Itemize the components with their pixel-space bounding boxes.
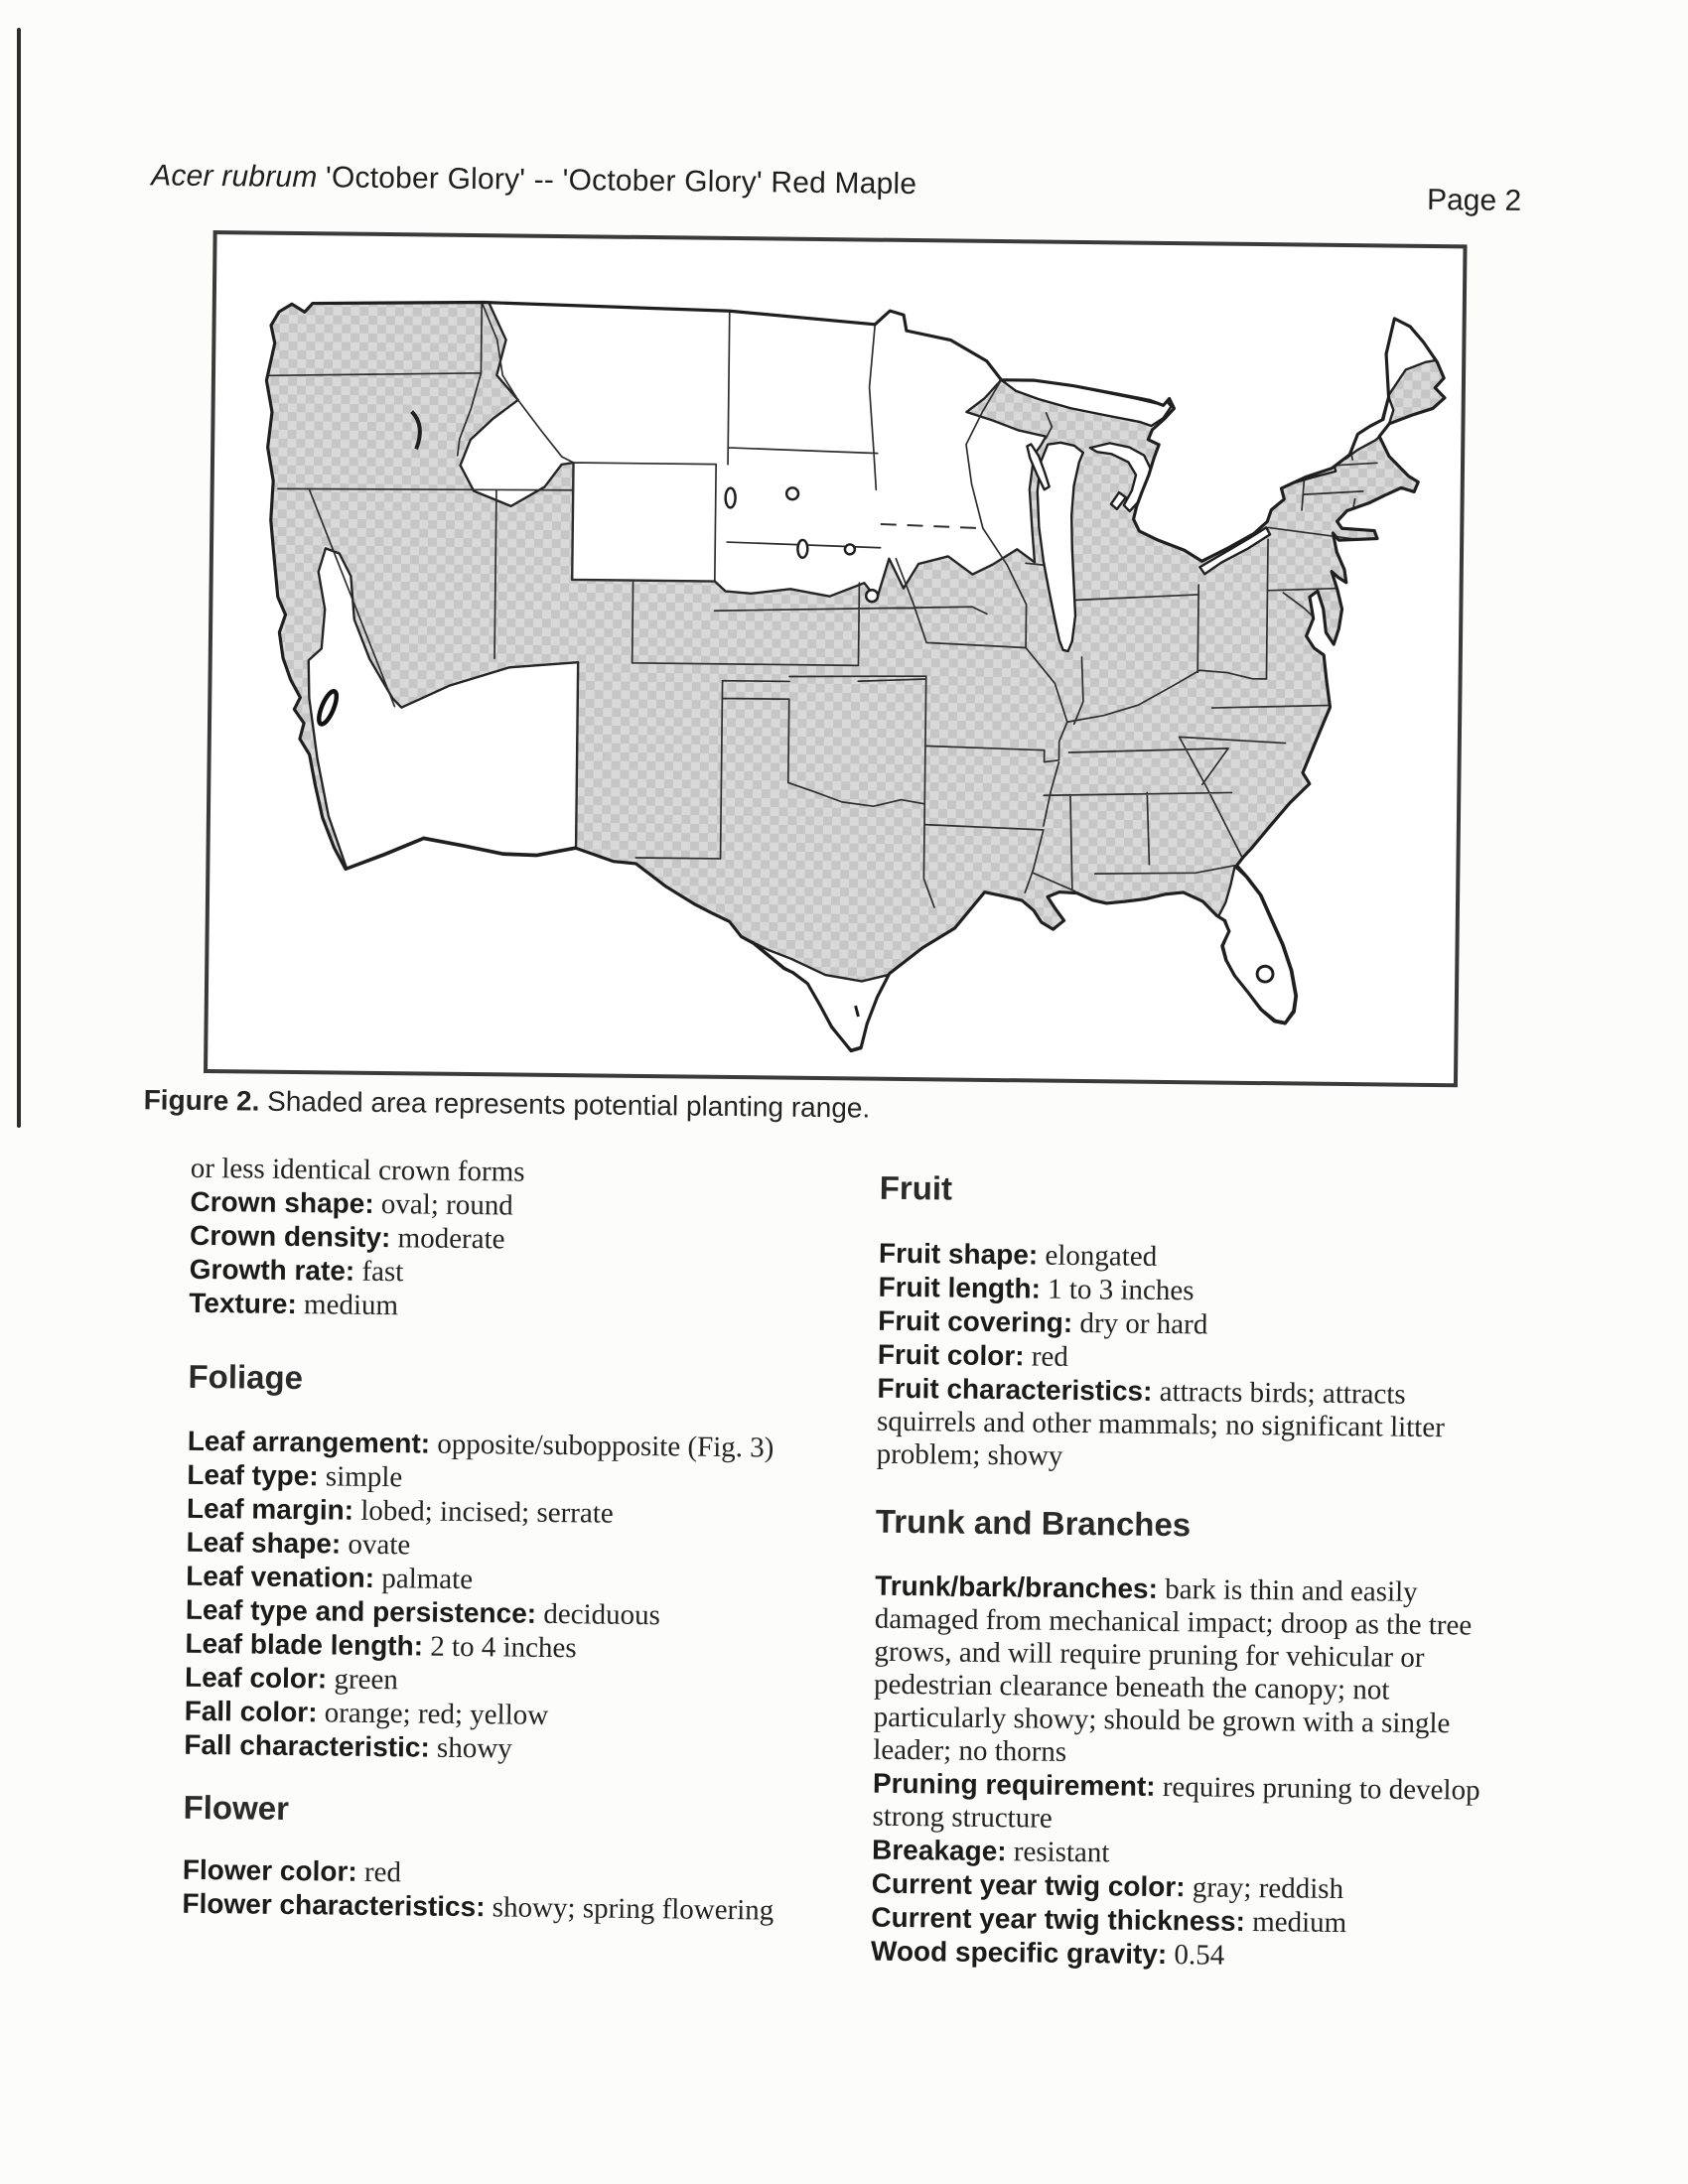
attribute-row [182,1887,877,1929]
attribute-value: ovate [341,1528,411,1562]
attribute-value: palmate [373,1562,474,1596]
trunk-branches-block [871,1570,1503,1976]
attribute-label: Leaf venation: [186,1560,375,1593]
attribute-label: Leaf color: [184,1661,328,1695]
attribute-value: oval; round [373,1187,513,1222]
attribute-label: Breakage: [871,1834,1007,1867]
attribute-label: Fall characteristic: [184,1728,430,1763]
attribute-label: Trunk/bark/branches: [875,1570,1159,1604]
attribute-value: deciduous [535,1597,661,1632]
species-name: Acer rubrum [151,159,318,195]
attribute-value: attracts birds; attracts squirrels and other mammals; no significant litter problem; showy [876,1375,1453,1472]
attribute-value: red [1024,1340,1069,1373]
document-title [151,159,916,202]
attribute-value: green [327,1663,399,1697]
attribute-value: orange; red; yellow [317,1697,549,1731]
cultivar-title: 'October Glory' -- 'October Glory' Red Maple [317,161,917,202]
attribute-value: simple [318,1460,403,1494]
attribute-value: showy [429,1731,512,1765]
attribute-label: Pruning requirement: [872,1767,1156,1802]
left-column-crown-block [189,1153,886,1328]
attribute-label: Fruit color: [877,1338,1025,1372]
attribute-label: Growth rate: [189,1253,355,1287]
attribute-value: opposite/subopposite (Fig. 3) [429,1428,774,1464]
attribute-value: moderate [390,1222,505,1256]
attribute-value: fast [354,1255,404,1289]
attribute-label: Flower color: [182,1853,357,1887]
attribute-row [189,1287,884,1328]
attribute-label: Flower characteristics: [182,1887,486,1923]
attribute-value: dry or hard [1072,1306,1208,1341]
attribute-value: red [356,1855,402,1889]
attribute-label: Crown shape: [190,1185,374,1219]
figure-caption-text: Shaded area represents potential planting range. [259,1085,871,1124]
attribute-label: Fruit shape: [878,1237,1039,1271]
fruit-block [876,1237,1506,1478]
section-heading-fruit: Fruit [879,1168,953,1207]
attribute-label: Leaf type and persistence: [185,1593,537,1629]
attribute-row [873,1570,1502,1774]
attribute-label: Fruit covering: [878,1304,1073,1338]
foliage-block [184,1425,883,1770]
continuation-line: or less identical crown forms [190,1152,525,1188]
attribute-value: elongated [1038,1239,1158,1273]
page-number: Page 2 [1426,183,1522,217]
us-planting-range-map [208,234,1463,1083]
attribute-value: 2 to 4 inches [422,1630,577,1665]
attribute-label: Current year twig color: [871,1867,1186,1903]
attribute-label: Fall color: [184,1695,318,1728]
attribute-label: Leaf margin: [186,1492,354,1526]
attribute-row [184,1728,879,1770]
attribute-row [876,1372,1504,1478]
figure-caption-label: Figure 2. [143,1084,260,1117]
attribute-value: requires pruning to develop strong structure [872,1770,1488,1835]
section-heading-foliage: Foliage [188,1357,304,1397]
attribute-value: resistant [1006,1836,1110,1869]
attribute-value: medium [296,1289,399,1322]
attribute-label: Texture: [189,1287,297,1320]
attribute-value: 0.54 [1167,1939,1225,1972]
attribute-label: Leaf arrangement: [187,1425,431,1459]
section-heading-trunk-branches: Trunk and Branches [875,1502,1192,1544]
attribute-value: medium [1244,1905,1347,1940]
attribute-row [871,1935,1498,1976]
attribute-label: Wood specific gravity: [870,1935,1168,1971]
attribute-label: Fruit length: [878,1271,1042,1304]
section-heading-flower: Flower [183,1788,290,1828]
attribute-value: showy; spring flowering [485,1891,774,1927]
figure-caption [144,1084,871,1124]
attribute-label: Leaf type: [187,1458,319,1492]
attribute-label: Leaf shape: [186,1526,342,1560]
attribute-value: lobed; incised; serrate [352,1494,614,1530]
attribute-value: bark is thin and easily damaged from mechanical impact; droop as the tree grows, and will require pruning for vehicular or pedestrian clearance beneath the canopy; not particularly showy; should be grown with a single leader; no thorns [873,1572,1479,1768]
figure-frame [204,230,1468,1087]
attribute-row [872,1767,1500,1841]
flower-block [182,1853,878,1929]
attribute-label: Current year twig thickness: [871,1901,1246,1937]
attribute-label: Crown density: [189,1219,391,1254]
attribute-value: 1 to 3 inches [1040,1273,1195,1307]
attribute-label: Leaf blade length: [185,1627,424,1662]
attribute-value: gray; reddish [1185,1871,1344,1906]
attribute-label: Fruit characteristics: [877,1372,1153,1407]
